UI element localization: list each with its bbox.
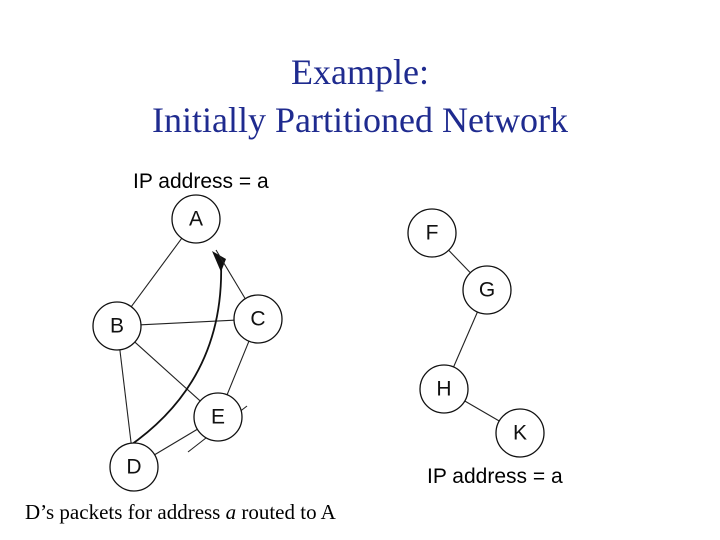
ip-address-label-partition-1: IP address = a (133, 170, 269, 193)
node-h (420, 365, 468, 413)
caption-variable: a (225, 500, 237, 524)
edge-c-e (227, 341, 249, 395)
edge-b-d (120, 350, 131, 443)
node-e-label: E (210, 405, 226, 429)
node-g-label: G (478, 278, 496, 302)
edge-h-k (465, 401, 499, 421)
ip-address-label-partition-2: IP address = a (427, 465, 563, 488)
node-k (496, 409, 544, 457)
slide-title-line-2: Initially Partitioned Network (152, 100, 568, 140)
caption-prefix: D’s packets for address (25, 500, 226, 524)
node-h-label: H (436, 377, 452, 401)
node-b-label: B (109, 314, 125, 338)
node-f-label: F (425, 221, 439, 245)
edges-layer (120, 238, 499, 454)
slide-title-line-1: Example: (291, 52, 429, 92)
node-d (110, 443, 158, 491)
node-a (172, 195, 220, 243)
node-c (234, 295, 282, 343)
edge-b-e (135, 342, 200, 401)
edge-d-e (155, 429, 198, 454)
node-c-label: C (250, 307, 266, 331)
node-e (194, 393, 242, 441)
node-b (93, 302, 141, 350)
node-d-label: D (126, 455, 142, 479)
node-a-label: A (188, 207, 204, 231)
node-g (463, 266, 511, 314)
edge-a-b (131, 238, 181, 306)
edge-g-h (454, 312, 478, 367)
node-k-label: K (512, 421, 528, 445)
edge-f-g (449, 250, 471, 272)
edge-b-c (141, 320, 234, 325)
caption-suffix: routed to A (236, 500, 336, 524)
node-f (408, 209, 456, 257)
slide-caption (25, 500, 336, 525)
